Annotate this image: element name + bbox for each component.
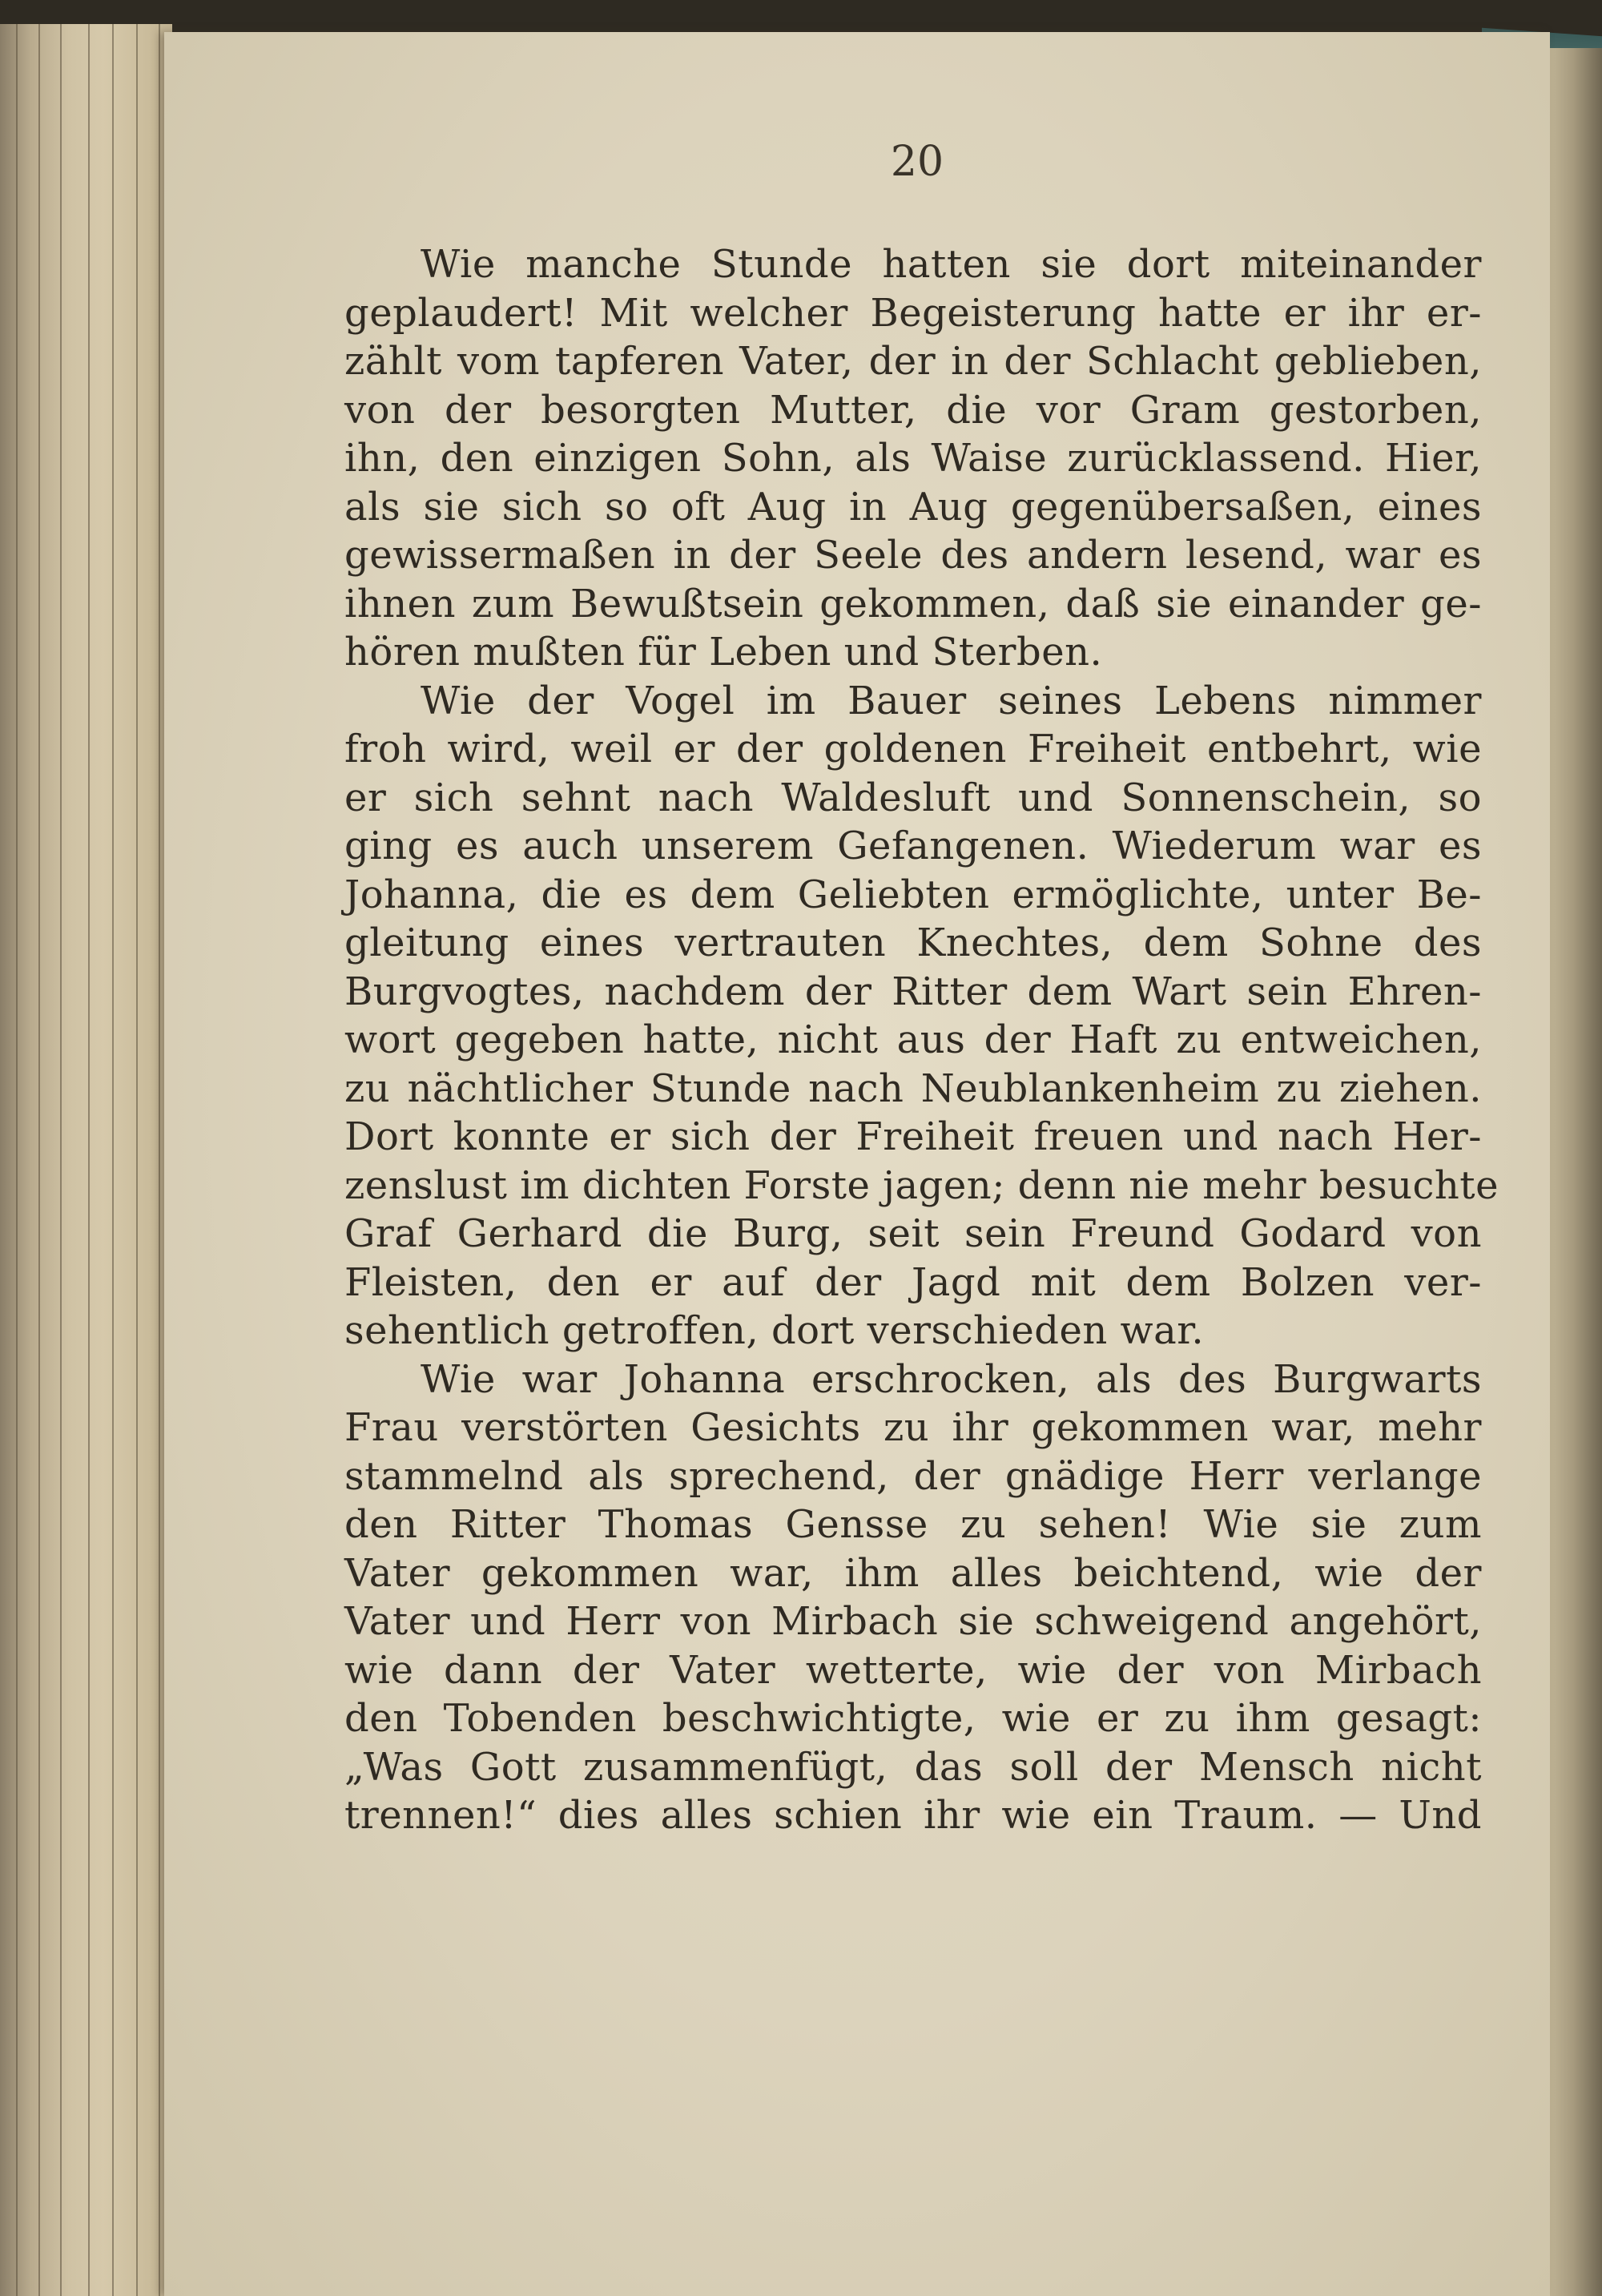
page-text — [344, 240, 1499, 1840]
text-line: gleitung eines vertrauten Knechtes, dem Sohne des — [344, 920, 1482, 965]
text-line: als sie sich so oft Aug in Aug gegenübersaßen, eines — [344, 484, 1482, 530]
text-line: Vater gekommen war, ihm alles beichtend, wie der — [344, 1550, 1482, 1596]
text-line: gewissermaßen in der Seele des andern lesend, war es — [344, 533, 1482, 578]
text-line: trennen!“ dies alles schien ihr wie ein Traum. — Und — [344, 1793, 1482, 1838]
text-line: den Ritter Thomas Gensse zu sehen! Wie sie zum — [344, 1502, 1482, 1547]
text-line: den Tobenden beschwichtigte, wie er zu ihm gesagt: — [344, 1696, 1482, 1741]
text-line: Frau verstörten Gesichts zu ihr gekommen war, mehr — [344, 1405, 1482, 1450]
text-line: sehentlich getroffen, dort verschieden war. — [344, 1308, 1205, 1353]
text-line: ihnen zum Bewußtsein gekommen, daß sie einander ge- — [344, 581, 1482, 626]
text-line: stammelnd als sprechend, der gnädige Herr verlange — [344, 1453, 1482, 1499]
text-line: Fleisten, den er auf der Jagd mit dem Bolzen ver- — [344, 1259, 1482, 1305]
text-line: Wie war Johanna erschrocken, als des Burgwarts — [421, 1356, 1482, 1402]
page-edges-left — [0, 24, 172, 2296]
text-line: Vater und Herr von Mirbach sie schweigend angehört, — [344, 1599, 1482, 1644]
text-line: er sich sehnt nach Waldesluft und Sonnenschein, so — [344, 775, 1482, 820]
text-line: Wie manche Stunde hatten sie dort miteinander — [421, 242, 1482, 287]
text-line: „Was Gott zusammenfügt, das soll der Mensch nicht — [344, 1744, 1482, 1790]
text-line: ihn, den einzigen Sohn, als Waise zurücklassend. Hier, — [344, 436, 1482, 481]
text-line: Wie der Vogel im Bauer seines Lebens nimmer — [421, 678, 1482, 723]
text-line: froh wird, weil er der goldenen Freiheit entbehrt, wie — [344, 727, 1482, 771]
text-line: ging es auch unserem Gefangenen. Wiederum war es — [344, 824, 1482, 868]
text-line: zenslust im dichten Forste jagen; denn nie mehr besuchte — [344, 1162, 1499, 1208]
text-line: Johanna, die es dem Geliebten ermöglichte, unter Be- — [344, 872, 1482, 917]
text-line: hören mußten für Leben und Sterben. — [344, 630, 1103, 675]
text-line: Burgvogtes, nachdem der Ritter dem Wart sein Ehren- — [344, 969, 1482, 1014]
page-number: 20 — [890, 138, 944, 186]
text-line: Graf Gerhard die Burg, seit sein Freund Godard von — [344, 1211, 1482, 1256]
text-line: zu nächtlicher Stunde nach Neublankenheim zu ziehen. — [344, 1065, 1482, 1111]
text-line: geplaudert! Mit welcher Begeisterung hatte er ihr er- — [344, 290, 1482, 336]
text-line: zählt vom tapferen Vater, der in der Schlacht geblieben, — [344, 339, 1482, 384]
page-edge-right — [1550, 48, 1602, 2296]
text-line: von der besorgten Mutter, die vor Gram gestorben, — [344, 387, 1482, 433]
text-line: Dort konnte er sich der Freiheit freuen und nach Her- — [344, 1114, 1482, 1159]
text-line: wie dann der Vater wetterte, wie der von Mirbach — [344, 1647, 1482, 1693]
text-line: wort gegeben hatte, nicht aus der Haft zu entweichen, — [344, 1017, 1482, 1062]
